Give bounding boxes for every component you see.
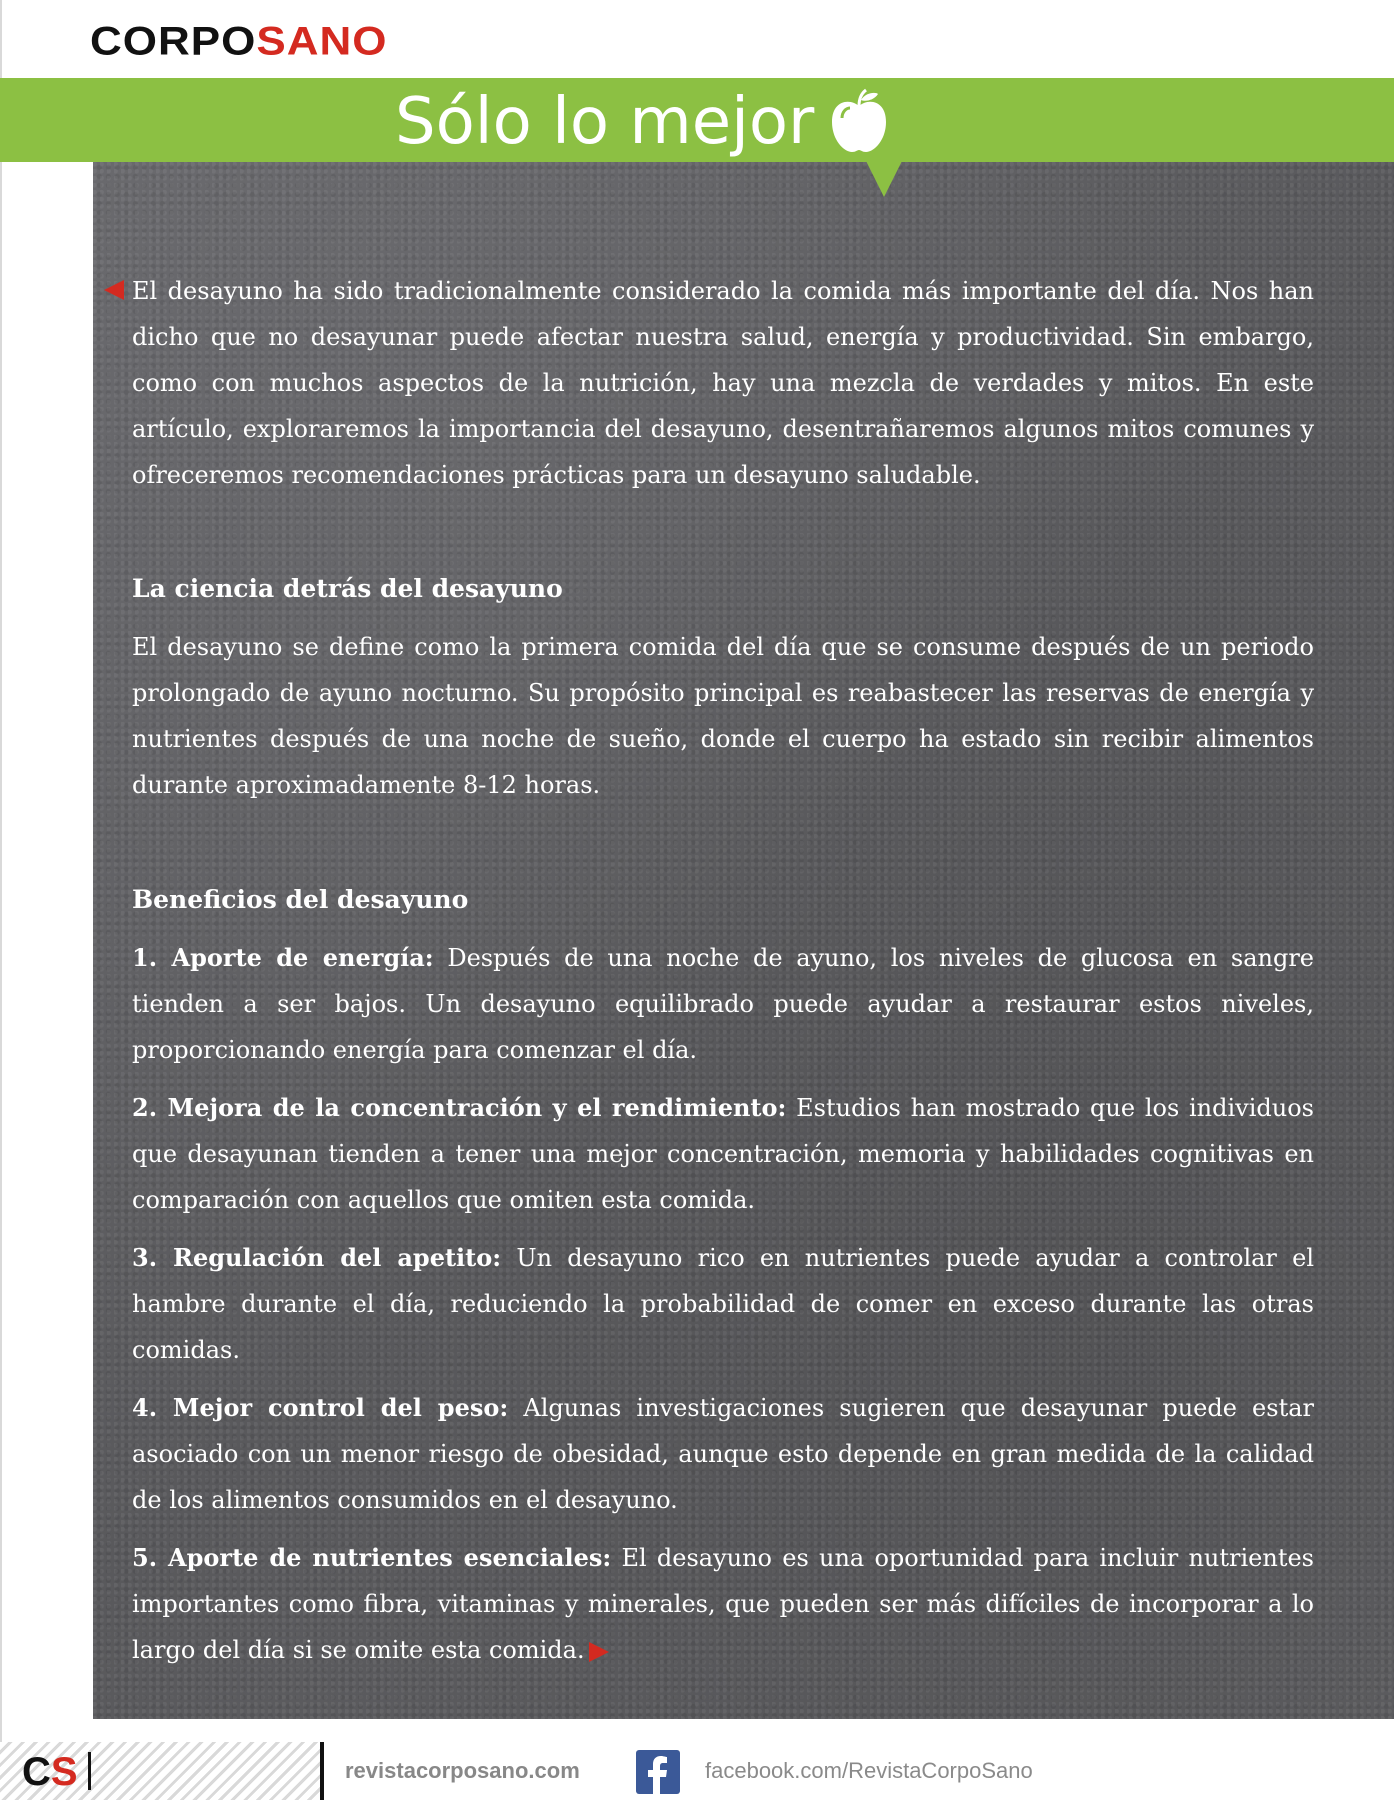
page-edge [0, 0, 2, 1800]
list-item [132, 935, 1314, 1073]
article-intro [132, 268, 1314, 498]
list-item-text: Después de una noche de ayuno, los niveles de glucosa en sangre tienden a ser bajos. Un desayuno equilibrado puede ayudar a restaurar estos niveles, proporcionando energía para comenzar el día. [132, 944, 1314, 1064]
science-paragraph: El desayuno se define como la primera comida del día que se consume después de un periodo prolongado de ayuno nocturno. Su propósito principal es reabastecer las reservas de energía y nutrientes después de una noche de sueño, donde el cuerpo ha estado sin recibir alimentos durante aproximadamente 8-12 horas. [132, 633, 1314, 799]
section-heading-benefits: Beneficios del desayuno [132, 885, 469, 914]
banner-pointer [866, 161, 902, 197]
footer-hatch-pattern [0, 1742, 320, 1800]
section-title: Sólo lo mejor [395, 85, 815, 159]
footer-divider [320, 1742, 324, 1800]
list-item-title: 4. Mejor control del peso: [132, 1393, 509, 1422]
list-item [132, 1535, 1314, 1673]
list-item-title: 3. Regulación del apetito: [132, 1243, 502, 1272]
benefits-list [132, 935, 1314, 1685]
cs-logo-divider [88, 1752, 91, 1790]
cs-logo-s: S [50, 1750, 78, 1794]
cs-logo [22, 1750, 78, 1794]
brand-logo-part1: CORPO [90, 19, 257, 64]
red-arrow-left-icon [104, 280, 124, 300]
facebook-link[interactable]: facebook.com/RevistaCorpoSano [705, 1758, 1033, 1783]
list-item-text: Estudios han mostrado que los individuos que desayunan tienden a tener una mejor concentración, memoria y habilidades cognitivas en comparación con aquellos que omiten esta comida. [132, 1094, 1314, 1214]
cs-logo-c: C [22, 1750, 51, 1794]
facebook-icon[interactable] [636, 1750, 680, 1794]
section-heading-science: La ciencia detrás del desayuno [132, 574, 563, 603]
list-item-text: El desayuno es una oportunidad para incluir nutrientes importantes como fibra, vitaminas y minerales, que pueden ser más difíciles de incorporar a lo largo del día si se omite esta comida. [132, 1544, 1314, 1664]
intro-text: El desayuno ha sido tradicionalmente considerado la comida más importante del día. Nos han dicho que no desayunar puede afectar nuestra salud, energía y productividad. Sin embargo, como con muchos aspectos de la nutrición, hay una mezcla de verdades y mitos. En este artículo, exploraremos la importancia del desayuno, desentrañaremos algunos mitos comunes y ofreceremos recomendaciones prácticas para un desayuno saludable. [132, 277, 1314, 489]
list-item-title: 5. Aporte de nutrientes esenciales: [132, 1543, 612, 1572]
list-item [132, 1385, 1314, 1523]
list-item-text: Algunas investigaciones sugieren que desayunar puede estar asociado con un menor riesgo de obesidad, aunque esto depende en gran medida de la calidad de los alimentos consumidos en el desayuno. [132, 1394, 1314, 1514]
list-item-title: 2. Mejora de la concentración y el rendimiento: [132, 1093, 787, 1122]
list-item-title: 1. Aporte de energía: [132, 943, 434, 972]
website-link[interactable]: revistacorposano.com [345, 1758, 580, 1783]
apple-icon [828, 88, 890, 154]
list-item [132, 1235, 1314, 1373]
brand-logo-part2: SANO [256, 19, 388, 64]
page-footer [0, 1742, 1394, 1800]
list-item [132, 1085, 1314, 1223]
brand-logo [90, 19, 388, 64]
intro-paragraph [132, 268, 1314, 498]
list-item-text: Un desayuno rico en nutrientes puede ayudar a controlar el hambre durante el día, reduciendo la probabilidad de comer en exceso durante las otras comidas. [132, 1244, 1314, 1364]
red-arrow-right-icon [589, 1642, 609, 1662]
